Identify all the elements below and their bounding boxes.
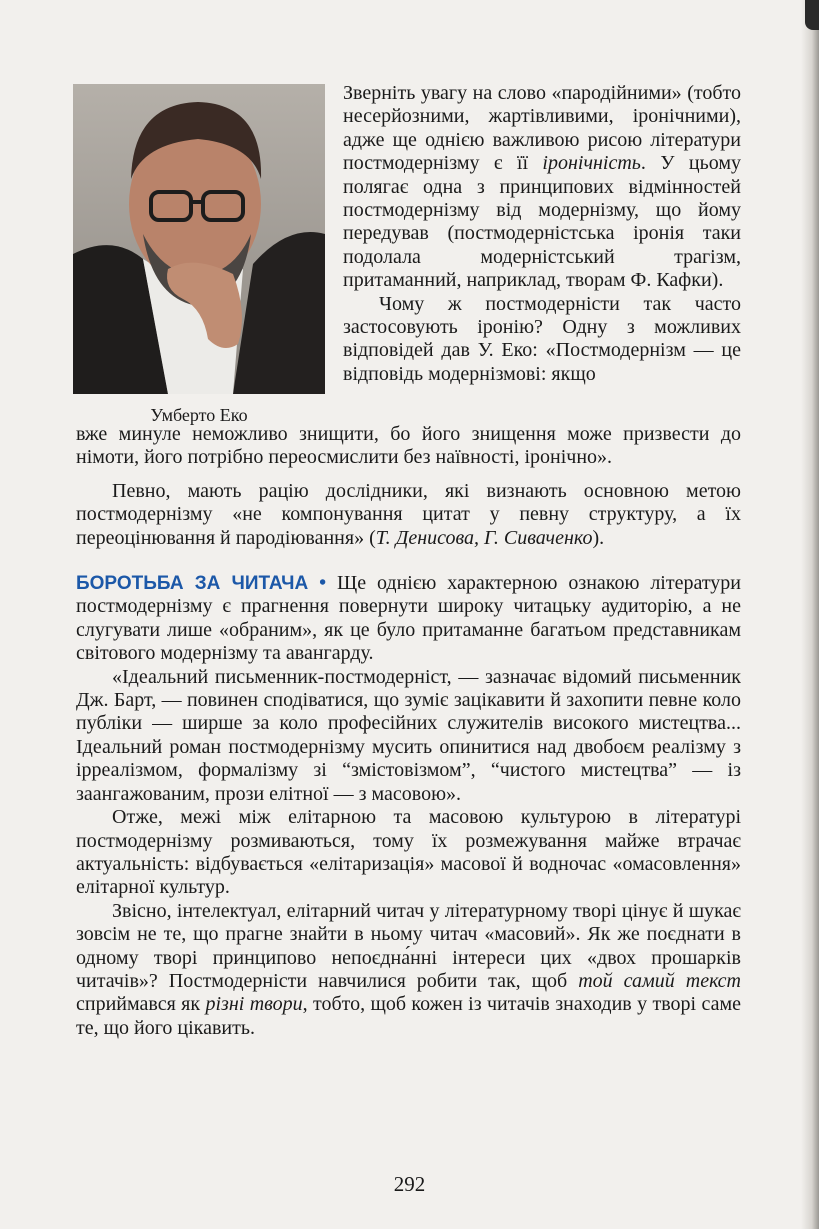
page-corner-mark [805,0,819,30]
page-edge-shadow [801,0,819,1229]
text-column-main [76,423,741,1040]
paragraph-irony: Зверніть увагу на слово «пародійними» (тобто несерйозними, жартівливими, іронічними), адже ще однією важливою рисою літератури постмодернізму є її іронічність. У цьому полягає одна з принципових відмінностей постмодернізму від модернізму, що йому передував (постмодерністська іронія таки подолала модерністський трагізм, притаманний, наприклад, творам Ф. Кафки). [343,82,741,292]
paragraph-eco-answer-end: вже минуле неможливо знищити, бо його знищення може призвести до німоти, його потрібно переосмислити без наївності, іронічно». [76,423,741,469]
emphasis-authors: Т. Денисова, Г. Сиваченко [375,526,593,549]
paragraph-researchers: Певно, мають рацію дослідники, які визнають основною метою постмодернізму «не компонування цитат у певну структуру, а їх переоцінювання й пародіювання» (Т. Денисова, Г. Сиваченко). [76,479,741,549]
paragraph-eco-answer-start: Чому ж постмодерністи так часто застосовують іронію? Одну з можливих відповідей дав У. Еко: «Постмодернізм — це відповідь модернізмові: якщо [343,292,741,385]
page-number: 292 [393,1172,426,1196]
text-column-beside-photo [343,82,741,386]
section-fight-for-reader: БОРОТЬБА ЗА ЧИТАЧА • Ще однією характерною ознакою літератури постмодернізму є прагнення повернути широку читацьку аудиторію, а не слугувати лише «обраним», як це було притаманне багатьом представникам світового модернізму та авангарду. [76,572,742,665]
bullet-icon: • [319,572,327,595]
author-photo [73,84,325,394]
paragraph-barth-quote: «Ідеальний письменник-постмодерніст, — зазначає відомий письменник Дж. Барт, — повинен сподіватися, що зуміє зацікавити й захопити певне коло публіки — ширше за коло професійних служителів високого мистецтва... Ідеальний роман постмодернізму мусить опинитися над двобоєм реалізму з ірреалізмом, формалізму зі “змістовізмом”, “чистого мистецтва” — із заангажованим, прози елітної — з масовою». [76,665,741,805]
paragraph-boundaries: Отже, межі між елітарною та масовою культурою в літературі постмодернізму розмиваються, тому їх розмежування майже втрачає актуальність: відбувається «елітаризація» масової й водночас «омасовлення» елітарної культур. [76,806,741,899]
photo-caption: Умберто Еко [150,405,248,425]
paragraph-two-readers: Звісно, інтелектуал, елітарний читач у літературному творі цінує й шукає зовсім не те, що прагне знайти в ньому читач «масовий». Як же поєднати в одному творі принципово непоєдна́нні інтереси цих «двох прошарків читачів»? Постмодерністи навчилися робити так, щоб той самий текст сприймався як різні твори, тобто, щоб кожен із читачів знаходив у творі саме те, що його цікавить. [76,899,742,1039]
emphasis-ironichnist: іронічність [542,152,641,175]
section-heading: БОРОТЬБА ЗА ЧИТАЧА [76,573,309,595]
emphasis-different-works: різні твори [205,993,303,1016]
author-portrait-image [73,84,325,394]
emphasis-same-text: той самий текст [578,969,741,992]
